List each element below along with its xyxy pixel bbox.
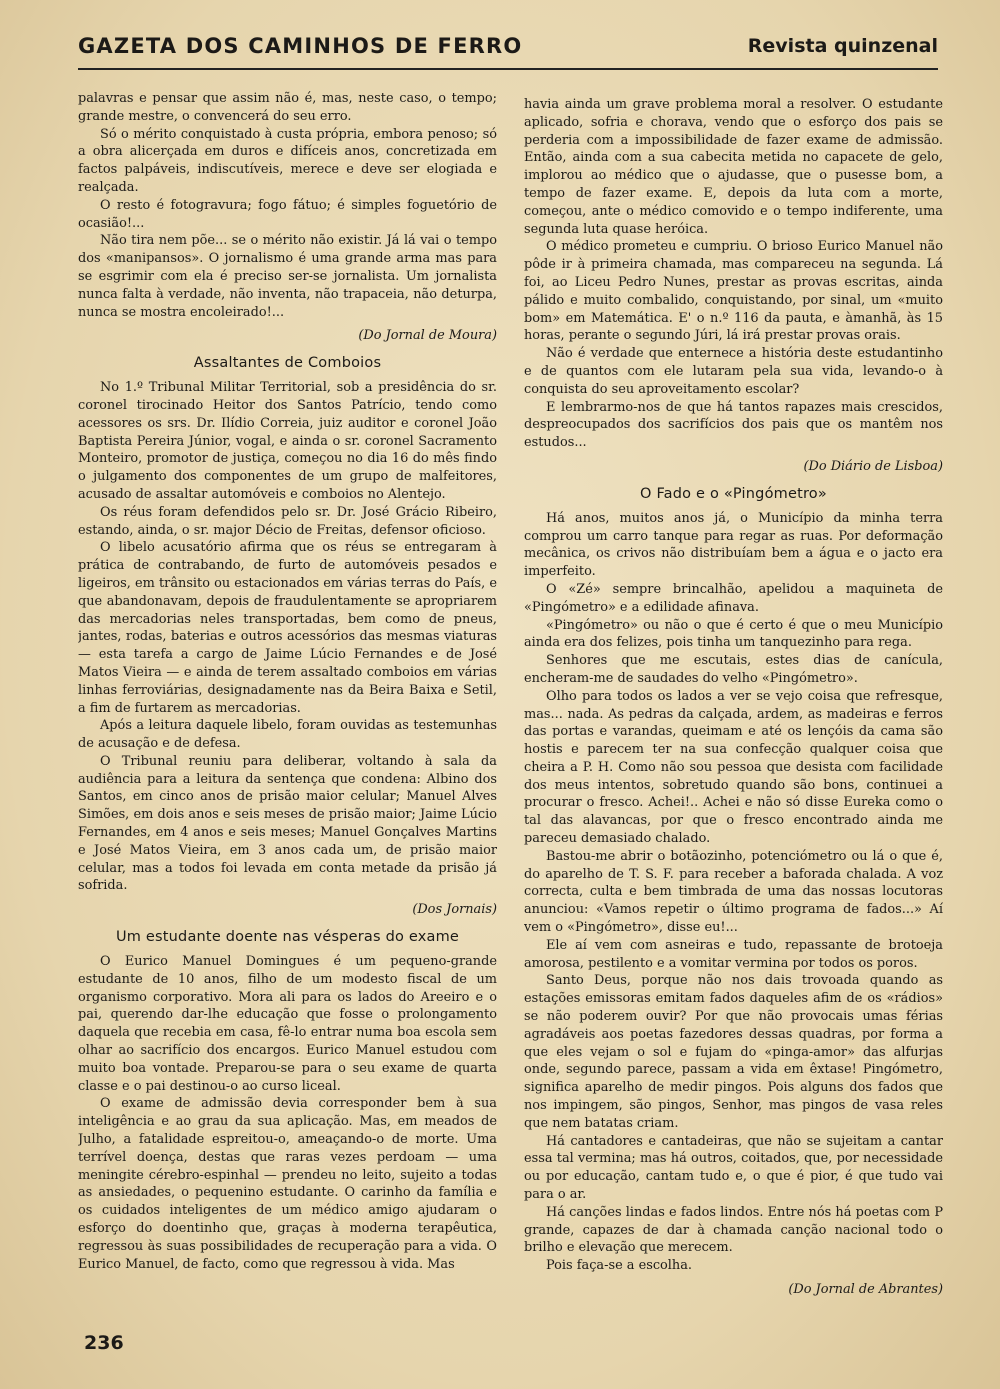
article-heading: Assaltantes de Comboios: [193, 355, 382, 372]
paragraph: O Eurico Manuel Domingues é um pequeno-grande estudante de 10 anos, filho de um modesto fiscal de um organismo corporativo. Mora ali para os lados do Areeiro e o pai, querendo dar-lhe educação que fosse o prolongamento daquela que recebia em casa, fê-lo entrar numa boa escola sem olhar ao sacrifício dos encargos. Eurico Manuel estudou com muito boa vontade. Preparou-se para o seu exame de quarta classe e o pai destinou-o ao curso liceal.: [78, 954, 497, 1094]
source-credit: (Do Jornal de Abrantes): [788, 1282, 943, 1297]
paragraph: Santo Deus, porque não nos dais trovoada quando as estações emissoras emitam fados daqueles afim de os «rádios» se não poderem ouvir? Por que não provocais umas férias agradáveis aos poetas fazedores dessas quadras, por forma a que eles vejam o sol e fujam do «pinga-amor» das alfurjas onde, segundo parece, passam a vida em êxtase! Pingómetro, significa aparelho de medir pingos. Pois alguns dos fados que nos impingem, são pingos, Senhor, mas pingos de vasa reles que nem batatas criam.: [524, 973, 943, 1131]
page-header: [78, 30, 938, 70]
paragraph: Há anos, muitos anos já, o Município da minha terra comprou um carro tanque para regar as ruas. Por deformação mecânica, os crivos não distribuíam bem a água e o jacto era imperfeito.: [524, 510, 943, 580]
paragraph: Bastou-me abrir o botãozinho, potenciómetro ou lá o que é, do aparelho de T. S. F. para receber a baforada chalada. A voz correcta, culta e bem timbrada de uma das nossas locutoras anunciou: «Vamos repetir o último programa de fados...» Aí vem o «Pingómetro», disse eu!...: [524, 848, 943, 936]
paragraph: Há cantadores e cantadeiras, que não se sujeitam a cantar essa tal vermina; mas há outros, coitados, que, por necessidade ou por educação, cantam tudo e, o que é pior, é que tudo vai para o ar.: [524, 1133, 943, 1203]
paragraph: No 1.º Tribunal Militar Territorial, sob a presidência do sr. coronel tirocinado Heitor dos Santos Patrício, tendo como acessores os srs. Dr. Ilídio Correia, juiz auditor e coronel João Baptista Pereira Júnior, vogal, e ainda o sr. coronel Sacramento Monteiro, promotor de justiça, começou no dia 16 do mês findo o julgamento dos componentes de um grupo de malfeitores, acusado de assaltar automóveis e comboios no Alentejo.: [78, 380, 497, 502]
source-credit: (Dos Jornais): [412, 902, 497, 918]
right-column: [524, 96, 943, 1326]
paragraph: palavras e pensar que assim não é, mas, neste caso, o tempo; grande mestre, o convencerá do seu erro.: [78, 91, 497, 124]
paragraph: Ele aí vem com asneiras e tudo, repassante de brotoeja amorosa, pestilento e a vomitar vermina por todos os poros.: [524, 937, 943, 971]
paragraph: O Tribunal reuniu para deliberar, voltando à sala da audiência para a leitura da sentença que condena: Albino dos Santos, em cinco anos de prisão maior celular; Manuel Alves Simões, em dois anos e seis meses de prisão maior; Jaime Lúcio Fernandes, em 4 anos e seis meses; Manuel Gonçalves Martins e José Matos Vieira, em 3 anos cada um, de prisão maior celular, mas a todos foi levada em conta metade da prisão já sofrida.: [78, 753, 497, 894]
paragraph: O libelo acusatório afirma que os réus se entregaram à prática de contrabando, de furto de automóveis pesados e ligeiros, em trânsito ou estacionados em várias terras do País, e que abandonavam, depois de fraudulentamente se apropriarem das mercadorias neles transportadas, bem como de pneus, jantes, rodas, baterias e outros acessórios das mesmas viaturas — esta tarefa a cargo de Jaime Lúcio Fernandes e de José Matos Vieira — e ainda de terem assaltado comboios em várias linhas ferroviárias, designadamente nas da Beira Baixa e Setil, a fim de furtarem as mercadorias.: [78, 540, 497, 716]
masthead: GAZETA DOS CAMINHOS DE FERRO: [78, 34, 523, 58]
paragraph: Há canções lindas e fados lindos. Entre nós há poetas com P grande, capazes de dar à chamada canção nacional todo o brilho e elevação que merecem.: [524, 1204, 943, 1256]
paragraph: Após a leitura daquele libelo, foram ouvidas as testemunhas de acusação e de defesa.: [78, 718, 497, 752]
paragraph: Os réus foram defendidos pelo sr. Dr. José Grácio Ribeiro, estando, ainda, o sr. major Décio de Freitas, defensor oficioso.: [78, 504, 497, 538]
tagline: Revista quinzenal: [747, 35, 938, 57]
page-number: 236: [84, 1332, 124, 1354]
paragraph: O resto é fotogravura; fogo fátuo; é simples foguetório de ocasião!...: [78, 197, 497, 231]
paragraph: havia ainda um grave problema moral a resolver. O estudante aplicado, sofria e chorava, vendo que o esforço dos pais se perderia com a impossibilidade de fazer exame de admissão. Então, ainda com a sua cabecita metida no capacete de gelo, implorou ao médico que o ajudasse, que o pusesse bom, a tempo de fazer exame. E, depois da luta com a morte, começou, ante o médico comovido e o tempo indiferente, uma segunda luta quase heróica.: [524, 97, 943, 237]
source-credit: (Do Jornal de Moura): [358, 328, 497, 344]
paragraph: Não é verdade que enternece a história deste estudantinho e de quantos com ele lutaram pela sua vida, levando-o à conquista do seu aproveitamento escolar?: [524, 346, 943, 397]
paragraph: O «Zé» sempre brincalhão, apelidou a maquineta de «Pingómetro» e a edilidade afinava.: [524, 581, 943, 615]
source-credit: (Do Diário de Lisboa): [803, 458, 943, 474]
paragraph: Pois faça-se a escolha.: [546, 1258, 693, 1274]
left-column: [78, 90, 497, 1320]
paragraph: «Pingómetro» ou não o que é certo é que o meu Município ainda era dos felizes, pois tinha um tanquezinho para rega.: [524, 617, 943, 651]
paragraph: O exame de admissão devia corresponder bem à sua inteligência e ao grau da sua aplicação. Mas, em meados de Julho, a fatalidade espreitou-o, ameaçando-o de morte. Uma terrível doença, destas que raras vezes perdoam — uma meningite cérebro-espinhal — prendeu no leito, sujeito a todas as ansiedades, o pequenino estudante. O carinho da família e os cuidados inteligentes de um médico amigo ajudaram o esforço do doentinho que, graças à moderna terapêutica, regressou às suas possibilidades de recuperação para a vida. O Eurico Manuel, de facto, como que regressou à vida. Mas: [78, 1096, 497, 1272]
paragraph: Senhores que me escutais, estes dias de canícula, encheram-me de saudades do velho «Pingómetro».: [524, 653, 943, 686]
paragraph: Não tira nem põe... se o mérito não existir. Já lá vai o tempo dos «manipansos». O jornalismo é uma grande arma mas para se esgrimir com ela é preciso ser-se jornalista. Um jornalista nunca falta à verdade, não inventa, não trapaceia, não deturpa, nunca se mostra encoleirado!...: [78, 233, 497, 320]
header-rule: [78, 68, 938, 70]
article-heading: Um estudante doente nas vésperas do exame: [115, 929, 460, 946]
paragraph: Olho para todos os lados a ver se vejo coisa que refresque, mas... nada. As pedras da calçada, ardem, as madeiras e ferros das portas e varandas, queimam e até os lençóis da cama são hostis e parecem ter na sua confecção qualquer coisa que cheira a P. H. Como não sou pessoa que desista com facilidade dos meus intentos, sobretudo quando são bons, continuei a procurar o fresco. Achei!.. Achei e não só disse Eureka como o tal das alavancas, por que o fresco encontrado ainda me pareceu demasiado chalado.: [524, 688, 943, 847]
paragraph: Só o mérito conquistado à custa própria, embora penoso; só a obra alicerçada em duros e difíceis anos, concretizada em factos palpáveis, indiscutíveis, merece e deve ser elogiada e realçada.: [78, 126, 497, 195]
paragraph: O médico prometeu e cumpriu. O brioso Eurico Manuel não pôde ir à primeira chamada, mas compareceu na segunda. Lá foi, ao Liceu Pedro Nunes, prestar as provas escritas, ainda pálido e muito combalido, conquistando, por sinal, um «muito bom» em Matemática. E' o n.º 116 da pauta, e àmanhã, às 15 horas, perante o segundo Júri, lá irá prestar provas orais.: [524, 239, 943, 344]
paragraph: E lembrarmo-nos de que há tantos rapazes mais crescidos, despreocupados dos sacrifícios dos pais que os mantêm nos estudos...: [524, 399, 943, 451]
article-heading: O Fado e o «Pingómetro»: [640, 485, 827, 502]
